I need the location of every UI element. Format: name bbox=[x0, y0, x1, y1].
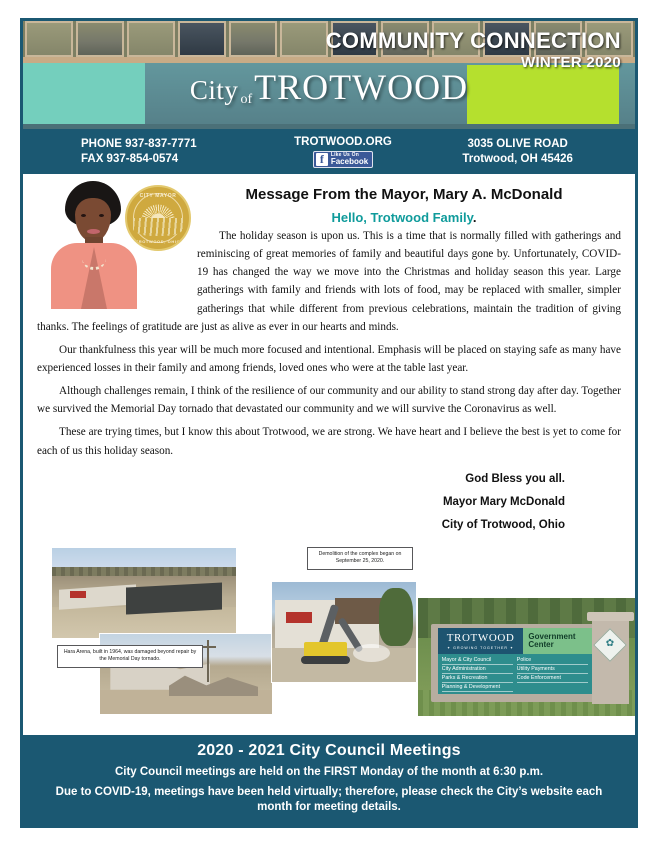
footer-title: 2020 - 2021 City Council Meetings bbox=[197, 741, 461, 759]
message-paragraph: The holiday season is upon us. This is a time that is normally filled with gatherings and reminiscing of great memories of family and beautiful days gone by. Unfortunately, COVID-19 has changed the way we move into the Christmas and holiday season this year. Large gatherings with family and friends with lots of food, may be replaced with smaller, simpler gatherings that while different from previous celebrations, maintain the tradition of giving thanks. The feelings of gratitude are just as alive as ever in our hearts and minds. bbox=[37, 230, 621, 333]
seal-landscape bbox=[133, 218, 183, 236]
mayor-message-heading: Message From the Mayor, Mary A. McDonald bbox=[245, 186, 563, 203]
portrait-lips bbox=[87, 229, 100, 234]
message-paragraph: Our thankfulness this year will be much more focused and intentional. Emphasis will be placed on staying safe as many have experienced losses in their family and among friends, loved ones who were at the table last year. bbox=[37, 343, 621, 374]
fax-number: FAX 937-854-0574 bbox=[81, 152, 179, 165]
demo-tree bbox=[379, 588, 414, 646]
sign-pillar-cap bbox=[587, 612, 633, 621]
sign-center-block bbox=[523, 628, 591, 654]
lime-wall-panel bbox=[467, 65, 619, 125]
mayor-signature-block bbox=[37, 468, 621, 537]
photo-government-center-sign bbox=[417, 597, 635, 717]
facebook-label bbox=[331, 153, 368, 166]
sign-department-item: Utility Payments bbox=[517, 665, 588, 674]
message-paragraph: Although challenges remain, I think of the resilience of our community and our ability to stand strong day after day. Together we survived the Memorial Day tornado that devastated our community and we will survive the Coronavirus as well. bbox=[37, 385, 621, 416]
window-pane bbox=[178, 21, 226, 57]
seal-top-text: CITY MAYOR bbox=[139, 193, 177, 199]
window-pane bbox=[127, 21, 175, 57]
contact-bar bbox=[23, 129, 635, 174]
portrait-eye-left bbox=[81, 214, 86, 217]
phone-number: PHONE 937-837-7771 bbox=[81, 137, 197, 150]
seal-bottom-text: TROTWOOD, OHIO bbox=[135, 239, 181, 244]
caption-hara-arena: Hara Arena, built in 1964, was damaged beyond repair by the Memorial Day tornado. bbox=[57, 645, 203, 668]
signature-blessing: God Bless you all. bbox=[465, 472, 565, 485]
logo-leaf-glyph: ✿ bbox=[605, 638, 614, 650]
caption-demolition: Demolition of the complex began on September 25, 2020. bbox=[307, 547, 413, 570]
demolition-dust bbox=[353, 644, 390, 662]
sign-department-item: Code Enforcement bbox=[517, 674, 588, 683]
mint-wall-panel bbox=[23, 63, 145, 125]
sign-word-trotwood: TROTWOOD bbox=[254, 67, 469, 107]
utility-pole bbox=[207, 640, 209, 682]
sign-department-item: Parks & Recreation bbox=[442, 674, 513, 683]
newsletter-issue: WINTER 2020 bbox=[521, 54, 621, 72]
photo-hara-arena-aerial bbox=[51, 547, 237, 639]
city-mayor-seal-icon bbox=[125, 185, 191, 251]
contact-address-block bbox=[430, 137, 625, 167]
facebook-label-line1: Like Us On bbox=[330, 152, 359, 159]
page-frame bbox=[20, 18, 638, 828]
footer-covid-notice: Due to COVID-19, meetings have been held virtually; therefore, please check the City’s website each month for meeting details. bbox=[55, 785, 603, 814]
window-pane bbox=[229, 21, 277, 57]
sign-department-item: Mayor & City Council bbox=[442, 656, 513, 665]
sign-word-of: of bbox=[240, 92, 253, 107]
signature-name: Mayor Mary McDonald bbox=[442, 495, 565, 508]
address-city-state-zip: Trotwood, OH 45426 bbox=[462, 152, 573, 165]
portrait-eye-right bbox=[99, 214, 104, 217]
aerial-dark-roof bbox=[126, 583, 222, 615]
sign-board bbox=[438, 628, 592, 694]
contact-web-block bbox=[256, 135, 431, 169]
wall-base-strip bbox=[23, 124, 635, 129]
mayor-greeting-period: . bbox=[472, 210, 477, 225]
sign-departments-left bbox=[442, 656, 513, 692]
facebook-label-line2: Facebook bbox=[330, 157, 369, 167]
sign-tagline: ✦ GROWING TOGETHER ✦ bbox=[447, 645, 514, 650]
photo-collage bbox=[51, 541, 617, 721]
sign-board-top bbox=[438, 628, 592, 654]
aerial-treeline bbox=[52, 567, 236, 576]
window-pane bbox=[280, 21, 328, 57]
mayor-portrait bbox=[51, 181, 137, 309]
sign-name-block bbox=[438, 628, 524, 654]
excavator-track bbox=[301, 656, 350, 664]
sign-center-line2: Center bbox=[528, 640, 554, 650]
photo-demolition-excavator bbox=[271, 581, 417, 683]
footer-schedule-line: City Council meetings are held on the FIRST Monday of the month at 6:30 p.m. bbox=[114, 765, 544, 778]
sign-department-item: Police bbox=[517, 656, 588, 665]
mayor-greeting bbox=[187, 210, 621, 225]
mayor-greeting-text: Hello, Trotwood Family bbox=[331, 210, 473, 225]
portrait-face bbox=[75, 198, 111, 242]
portrait-necklace bbox=[82, 247, 106, 270]
sign-departments-right bbox=[517, 656, 588, 692]
sign-department-list bbox=[438, 654, 592, 694]
window-pane bbox=[25, 21, 73, 57]
hara-logo-mark bbox=[286, 612, 312, 623]
contact-phone-block bbox=[33, 137, 256, 167]
header-banner bbox=[23, 21, 635, 129]
sign-word-city: City bbox=[189, 75, 239, 105]
window-pane bbox=[76, 21, 124, 57]
newsletter-title: COMMUNITY CONNECTION bbox=[325, 28, 621, 53]
hara-logo-mark bbox=[70, 591, 86, 598]
sign-department-item: City Administration bbox=[442, 665, 513, 674]
main-content bbox=[23, 174, 635, 735]
website-link[interactable]: TROTWOOD.ORG bbox=[294, 135, 392, 148]
facebook-icon: f bbox=[316, 153, 328, 166]
facebook-button[interactable] bbox=[313, 151, 373, 168]
sign-city-name: TROTWOOD bbox=[446, 631, 515, 644]
banner-title-block bbox=[326, 29, 621, 71]
sign-center-line1: Government bbox=[528, 631, 576, 641]
sign-department-item: Planning & Development bbox=[442, 683, 513, 692]
mayor-photo-and-seal bbox=[43, 181, 191, 311]
address-street: 3035 OLIVE ROAD bbox=[467, 137, 568, 150]
message-paragraph: These are trying times, but I know this about Trotwood, we are strong. We have heart and I believe the best is yet to come for each of us this holiday season. bbox=[37, 426, 621, 457]
council-meetings-footer bbox=[23, 735, 635, 825]
signature-city: City of Trotwood, Ohio bbox=[441, 518, 565, 531]
